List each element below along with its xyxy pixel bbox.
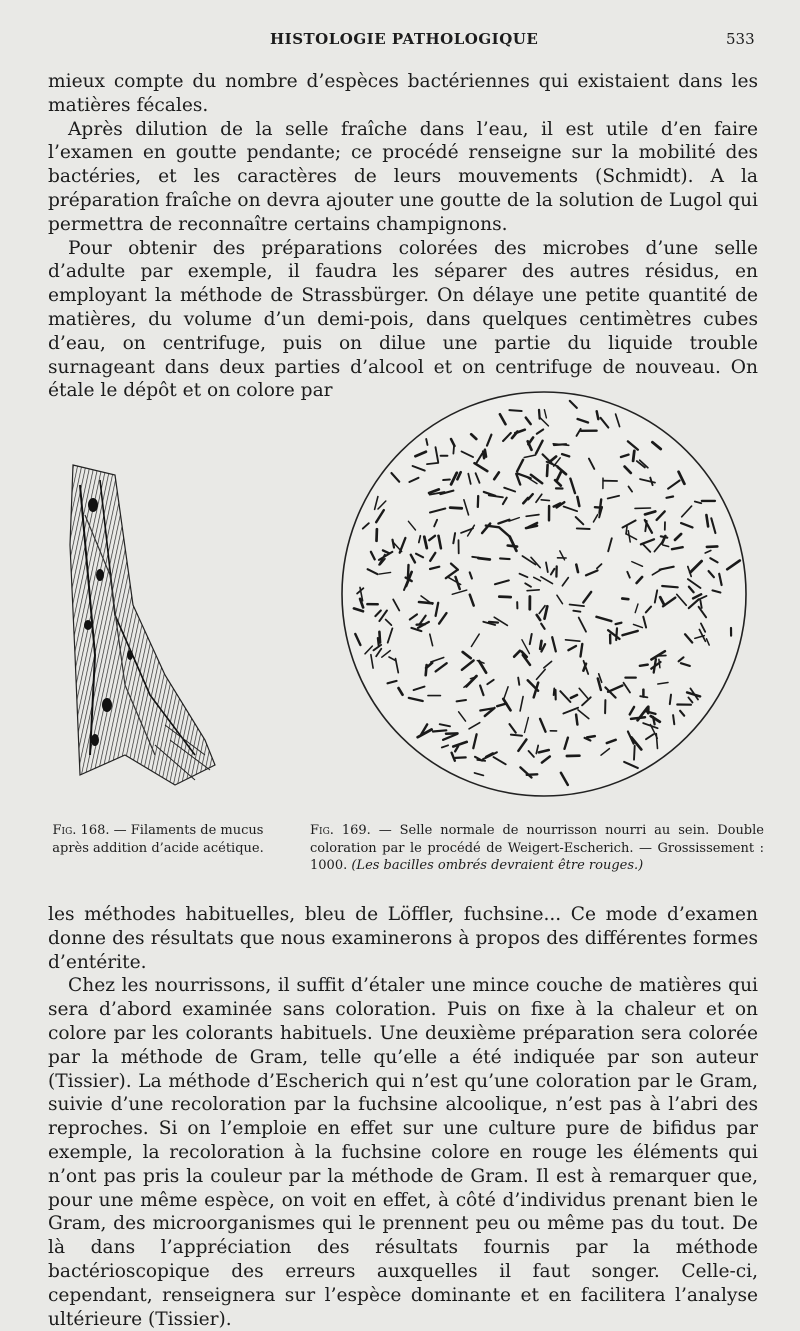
running-title: HISTOLOGIE PATHOLOGIQUE	[270, 30, 538, 48]
figure-168-label: Fig. 168.	[53, 823, 110, 838]
paragraph: Pour obtenir des préparations colorées des microbes d’une selle d’adulte par exemple, il faudra les séparer des autres résidus, en employant la méthode de Strassbürger. On délaye une petite quantité de matières, du volume d’un demi-pois, dans quelques centimètres cubes d’eau, on centrifuge, puis on dilue une partie du liquide trouble surnageant dans deux parties d’alcool et on centrifuge de nouveau. On étale le dépôt et on colore par	[48, 237, 758, 404]
paragraph: mieux compte du nombre d’espèces bactériennes qui existaient dans les matières fécales.	[48, 70, 758, 118]
body-text-top	[48, 70, 758, 403]
figure-169-label: Fig. 169.	[310, 823, 371, 838]
paragraph: Après dilution de la selle fraîche dans l’eau, il est utile d’en faire l’examen en goutte pendante; ce procédé renseigne sur la mobilité des bactéries, et les caractères de leurs mouvements (Schmidt). A la préparation fraîche on devra ajouter une goutte de la solution de Lugol qui permettra de reconnaître certains champignons.	[48, 118, 758, 237]
figure-169-caption	[310, 822, 764, 875]
running-head	[0, 30, 800, 54]
body-text-bottom	[48, 903, 758, 1331]
paragraph: les méthodes habituelles, bleu de Löffler, fuchsine... Ce mode d’examen donne des résultats que nous examinerons à propos des différentes formes d’entérite.	[48, 903, 758, 974]
figure-168-caption-text: — Filaments de mucus après addition d’acide acétique.	[52, 823, 263, 856]
figure-169-caption-italic: (Les bacilles ombrés devraient être rouges.)	[351, 858, 643, 873]
paragraph: Chez les nourrissons, il suffit d’étaler une mince couche de matières qui sera d’abord examinée sans coloration. Puis on fixe à la chaleur et on colore par les colorants habituels. Une deuxième préparation sera colorée par la méthode de Gram, telle qu’elle a été indiquée par son auteur (Tissier). La méthode d’Escherich qui n’est qu’une coloration par le Gram, suivie d’une recoloration par la fuchsine alcoolique, n’est pas à l’abri des reproches. Si on l’emploie en effet sur une culture pure de bifidus par exemple, la recoloration à la fuchsine colore en rouge les éléments qui n’ont pas pris la couleur par la méthode de Gram. Il est à remarquer que, pour une même espèce, on voit en effet, à côté d’individus prenant bien le Gram, des microorganismes qui le prennent peu ou même pas du tout. De là dans l’appréciation des résultats fournis par la méthode bactérioscopique des erreurs auxquelles il faut songer. Celle-ci, cependant, renseignera sur l’espèce dominante et en facilitera l’analyse ultérieure (Tissier).	[48, 974, 758, 1331]
figure-168-caption	[42, 822, 274, 857]
figure-168-illustration	[55, 455, 225, 810]
figure-169-caption-text: — Selle normale de nourrisson nourri au sein. Double coloration par le procédé de Weigert-Escherich. — Grossissement : 1000.	[310, 823, 764, 873]
page-number: 533	[726, 30, 755, 48]
figure-169-illustration	[338, 388, 750, 800]
